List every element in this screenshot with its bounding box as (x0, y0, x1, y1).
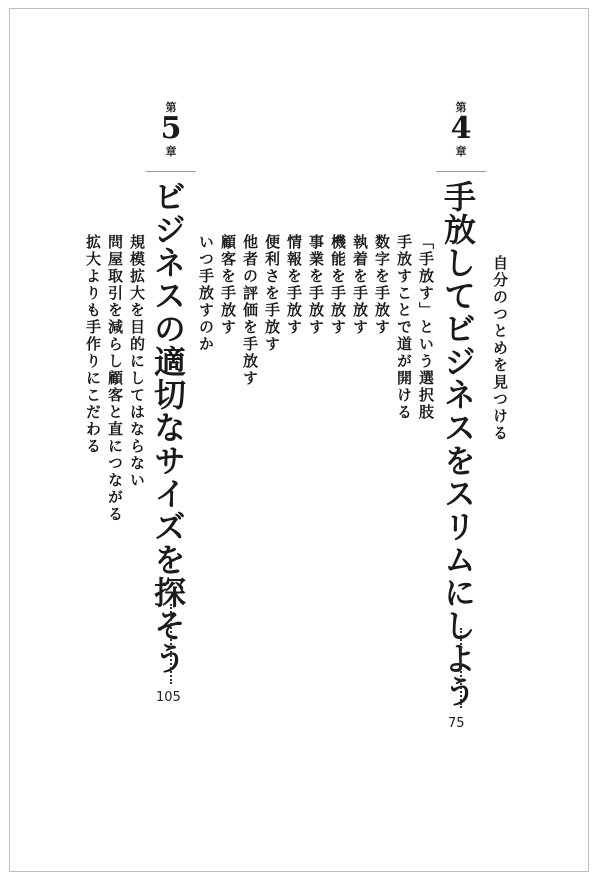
toc-item[interactable]: 手放すことで道が開ける (395, 234, 413, 421)
toc-item[interactable]: 規模拡大を目的にしてはならない (128, 234, 146, 489)
toc-item[interactable]: 他者の評価を手放す (241, 234, 259, 387)
chapter-4-leader-dots (460, 628, 462, 708)
chapter-4-title[interactable]: 手放してビジネスをスリムにしよう (439, 180, 477, 708)
toc-item[interactable]: 事業を手放す (307, 234, 325, 336)
chapter-number: 5 (160, 111, 182, 146)
toc-item[interactable]: いつ手放すのか (197, 234, 215, 353)
chapter-prefix: 第 (455, 101, 467, 114)
chapter-4-page-number: 75 (448, 716, 465, 731)
toc-item[interactable]: 情報を手放す (285, 234, 303, 336)
toc-item-prev-chapter[interactable]: 自分のつとめを見つける (491, 255, 509, 442)
toc-item[interactable]: 問屋取引を減らし顧客と直につながる (106, 234, 124, 523)
chapter-prefix: 第 (165, 101, 177, 114)
chapter-number: 4 (450, 111, 472, 146)
chapter-5-divider (146, 171, 196, 172)
chapter-4-number-mark (441, 102, 481, 157)
toc-item[interactable]: 数字を手放す (373, 234, 391, 336)
chapter-5-number-mark (151, 102, 191, 157)
toc-item[interactable]: 顧客を手放す (219, 234, 237, 336)
toc-item[interactable]: 「手放す」という選択肢 (417, 234, 435, 421)
chapter-5-leader-dots (170, 604, 172, 684)
toc-item[interactable]: 機能を手放す (329, 234, 347, 336)
chapter-4-divider (436, 171, 486, 172)
toc-item[interactable]: 拡大よりも手作りにこだわる (84, 234, 102, 455)
chapter-suffix: 章 (165, 145, 177, 158)
toc-item[interactable]: 執着を手放す (351, 234, 369, 336)
chapter-suffix: 章 (455, 145, 467, 158)
toc-item[interactable]: 便利さを手放す (263, 234, 281, 353)
chapter-5-page-number: 105 (156, 690, 181, 705)
chapter-5-title[interactable]: ビジネスの適切なサイズを探そう (149, 180, 187, 675)
